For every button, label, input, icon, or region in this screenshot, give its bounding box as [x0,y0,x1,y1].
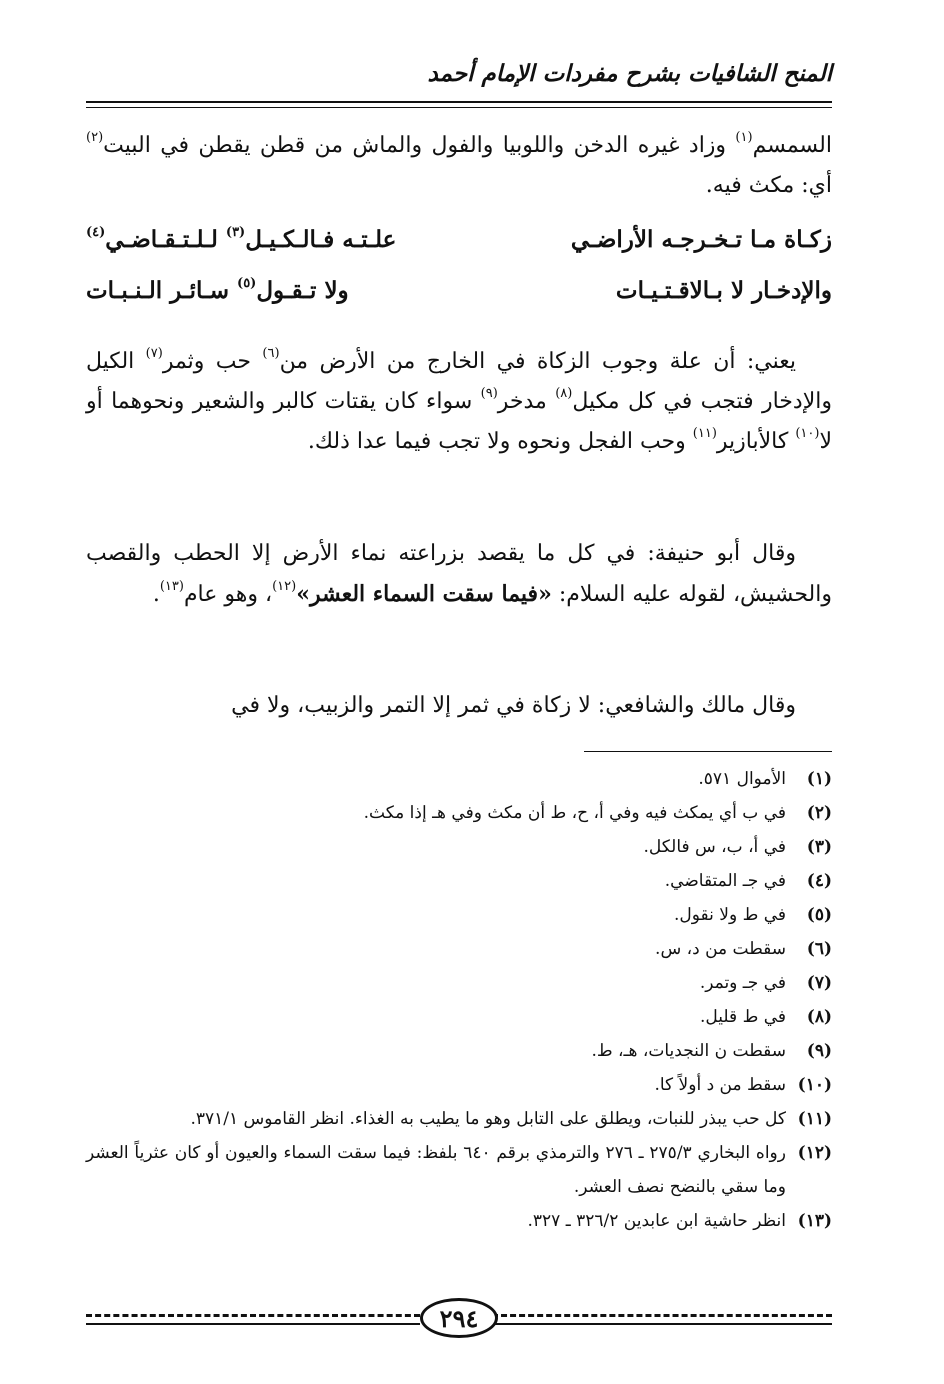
footnote-number: (٩) [806,1041,832,1061]
paragraph-explanation: يعني: أن علة وجوب الزكاة في الخارج من الأرض من$^{(٦)}$ حب وثمر$^{(٧)}$ الكيل والإدخار فتجب في كل مكيل$^{(٨)}$ مدخر$^{(٩)}$ سواء كان يقتات كالبر والشعير ونحوهما أو لا$^{(١٠)}$ كالأبازير$^{(١١)}$ وحب الفجل ونحوه ولا تجب فيما عدا ذلك. [86,346,832,454]
footnote-text: في ط ولا نقول. [673,905,786,925]
verse-line-2 [86,277,832,317]
paragraph-abu-hanifa: وقال أبو حنيفة: في كل ما يقصد بزراعته نماء الأرض إلا الحطب والقصب والحشيش، لقوله عليه السلام: «فيما سقت السماء العشر»$^{(١٢)}$، وهو عام$^{(١٣)}$. [86,541,832,607]
paragraph-sesame: السمسم$^{(١)}$ وزاد غيره الدخن واللوبيا والفول والماش من قطن يقطن في البيت$^{(٢)}$ أي: مكث فيه. [86,130,832,198]
footnote-text: في ط قليل. [700,1007,786,1027]
footnote-number: (١) [806,769,832,789]
footnote-ref-4[interactable]: (٤) [86,225,106,240]
footnote-item [86,1102,832,1136]
footnote-ref-6[interactable]: (٦) [262,346,280,361]
footnote-ref-5[interactable]: (٥) [237,276,257,291]
footnote-item [86,762,832,796]
footnote-item [86,1136,832,1204]
footnote-ref-13[interactable]: (١٣) [159,579,184,594]
footer-dashed-rule-right [492,1314,832,1317]
footnote-item [86,1000,832,1034]
footnote-text: الأموال ٥٧١. [698,769,786,789]
footnote-item [86,864,832,898]
footnote-item [86,796,832,830]
footnote-item [86,830,832,864]
footnote-item [86,932,832,966]
footnote-text: انظر حاشية ابن عابدين ٣٢٦/٢ ـ ٣٢٧. [527,1211,786,1231]
paragraph-malik-shafii: وقال مالك والشافعي: لا زكاة في ثمر إلا التمر والزبيب، ولا في [231,693,796,718]
footer-solid-rule-left [86,1323,420,1325]
footnote-text: سقطت من د، س. [655,939,786,959]
verse-2-first-hemistich: والإدخـار لا بـالاقـتـيـات [615,277,832,304]
footnote-text: سقطت ن النجديات، هـ، ط. [591,1041,786,1061]
footnote-ref-10[interactable]: (١٠) [795,426,820,441]
header-rule-top [86,101,832,103]
footnote-text: رواه البخاري ٢٧٥/٣ ـ ٢٧٦ والترمذي برقم ٦٤٠ بلفظ: فيما سقت السماء والعيون أو كان عثرياً العشر وما سقي بالنضح نصف العشر. [86,1143,786,1197]
footnote-number: (٨) [806,1007,832,1027]
footnote-item [86,966,832,1000]
footnote-ref-12[interactable]: (١٢) [272,579,297,594]
footer-solid-rule-right [492,1323,832,1325]
footnote-text: في جـ المتقاضي. [664,871,786,891]
page-number: ٢٩٤ [420,1298,498,1338]
hadith-quote: «فيما سقت السماء العشر» [296,581,552,607]
footnote-number: (٣) [806,837,832,857]
footnote-number: (١٢) [797,1143,832,1163]
footnote-item [86,1068,832,1102]
footnote-ref-3[interactable]: (٣) [225,225,246,240]
footnote-number: (٧) [806,973,832,993]
footnote-number: (١٣) [797,1211,832,1231]
footer-dashed-rule-left [86,1314,420,1317]
footnote-ref-2[interactable]: (٢) [86,130,104,145]
footnote-ref-11[interactable]: (١١) [692,426,717,441]
footnotes-list [86,762,832,1238]
footnote-text: كل حب يبذر للنبات، ويطلق على التابل وهو ما يطيب به الغذاء. انظر القاموس ٣٧١/١. [190,1109,786,1129]
verse-line-1 [86,226,832,266]
verse-1-second-hemistich: علـتـه فـالـكـيـل$^{(٣)}$ لـلـتـقـاضـي$^{(٤)}$ [86,225,397,253]
footnote-number: (٦) [806,939,832,959]
header-rule-bottom [86,107,832,108]
footnote-text: في ب أي يمكث فيه وفي أ، ح، ط أن مكث وفي هـ إذا مكث. [363,803,786,823]
footnote-text: في جـ وتمر. [699,973,786,993]
verse-2-second-hemistich: ولا تـقـول$^{(٥)}$ سـائـر الـنـبـات [86,276,349,304]
footnote-separator [584,751,832,752]
footnote-number: (١٠) [797,1075,832,1095]
footnote-number: (٤) [806,871,832,891]
footnote-number: (٥) [806,905,832,925]
footnote-item [86,1034,832,1068]
footnote-ref-7[interactable]: (٧) [145,346,163,361]
footnote-ref-9[interactable]: (٩) [480,386,498,401]
footnote-number: (٢) [806,803,832,823]
footnote-number: (١١) [797,1109,832,1129]
footnote-ref-8[interactable]: (٨) [555,386,573,401]
verse-1-first-hemistich: زكـاة مـا تـخـرجـه الأراضـي [570,226,832,253]
footnote-item [86,898,832,932]
running-header-title: المنح الشافيات بشرح مفردات الإمام أحمد [427,60,832,87]
footnote-ref-1[interactable]: (١) [735,130,753,145]
footnote-text: سقط من د أولاً كا. [654,1075,786,1095]
footnote-text: في أ، ب، س فالكل. [643,837,786,857]
footnote-item [86,1204,832,1238]
